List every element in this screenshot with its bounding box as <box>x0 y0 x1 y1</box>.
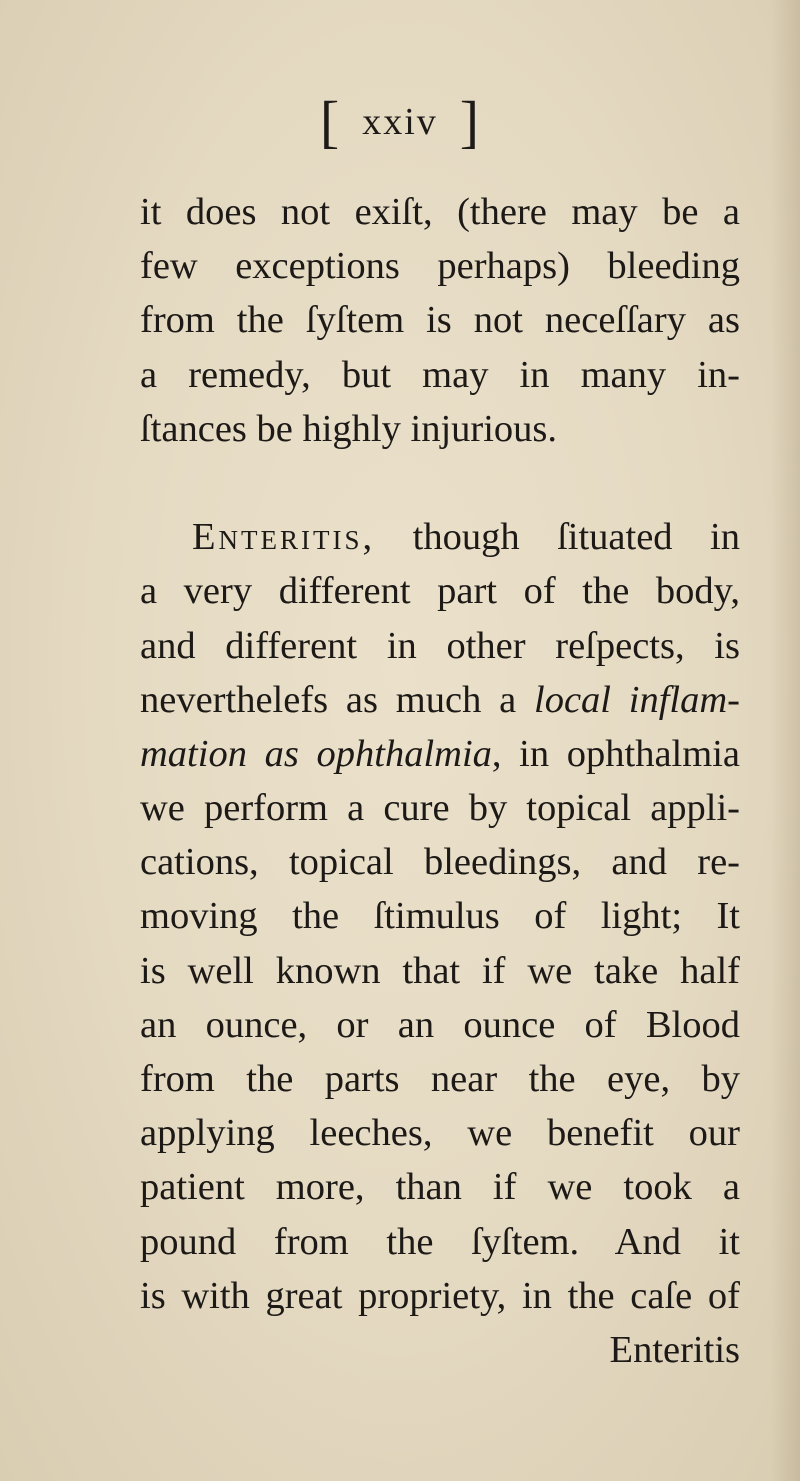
text-line <box>140 673 740 727</box>
text-line: a remedy, but may in many in- <box>140 353 740 396</box>
text-line: and different in other reſpects, is <box>140 624 740 667</box>
body-text <box>140 185 740 1377</box>
text-line <box>140 727 740 781</box>
page-header <box>0 88 800 155</box>
text-line: few exceptions perhaps) bleeding <box>140 245 740 288</box>
catchword: Enteritis <box>609 1328 740 1371</box>
header-bracket-close: ] <box>459 89 481 154</box>
text-line: we perform a cure by topical appli- <box>140 787 740 830</box>
paragraph-1 <box>140 185 740 456</box>
text-line: patient more, than if we took a <box>140 1166 740 1209</box>
italic-phrase: local inflam- <box>534 678 740 721</box>
text-line <box>140 510 740 564</box>
lead-word: Enteritis, <box>192 516 376 559</box>
line-plain: , in ophthalmia <box>491 732 740 775</box>
line-plain: neverthelefs as much a <box>140 678 517 721</box>
paragraph-gap <box>140 456 740 510</box>
text-line: from the parts near the eye, by <box>140 1058 740 1100</box>
line-rest: though ſituated in <box>412 516 740 559</box>
text-line: moving the ſtimulus of light; It <box>140 895 740 938</box>
italic-phrase: mation as ophthalmia <box>140 732 492 775</box>
paragraph-2 <box>140 510 740 1377</box>
text-line: pound from the ſyſtem. And it <box>140 1220 740 1263</box>
text-line: ſtances be highly injurious. <box>140 407 558 450</box>
text-line: is well known that if we take half <box>140 949 740 992</box>
page-number: xxiv <box>362 100 438 143</box>
text-line: a very different part of the body, <box>140 570 740 613</box>
text-line: is with great propriety, in the caſe of <box>140 1274 740 1317</box>
page-edge-shadow <box>770 0 800 1481</box>
text-line: applying leeches, we benefit our <box>140 1112 740 1155</box>
header-bracket-open: [ <box>319 89 341 154</box>
text-line: it does not exiſt, (there may be a <box>140 191 740 233</box>
text-line: cations, topical bleedings, and re- <box>140 841 740 884</box>
text-line: an ounce, or an ounce of Blood <box>140 1003 740 1046</box>
text-line: from the ſyſtem is not neceſſary as <box>140 299 740 342</box>
